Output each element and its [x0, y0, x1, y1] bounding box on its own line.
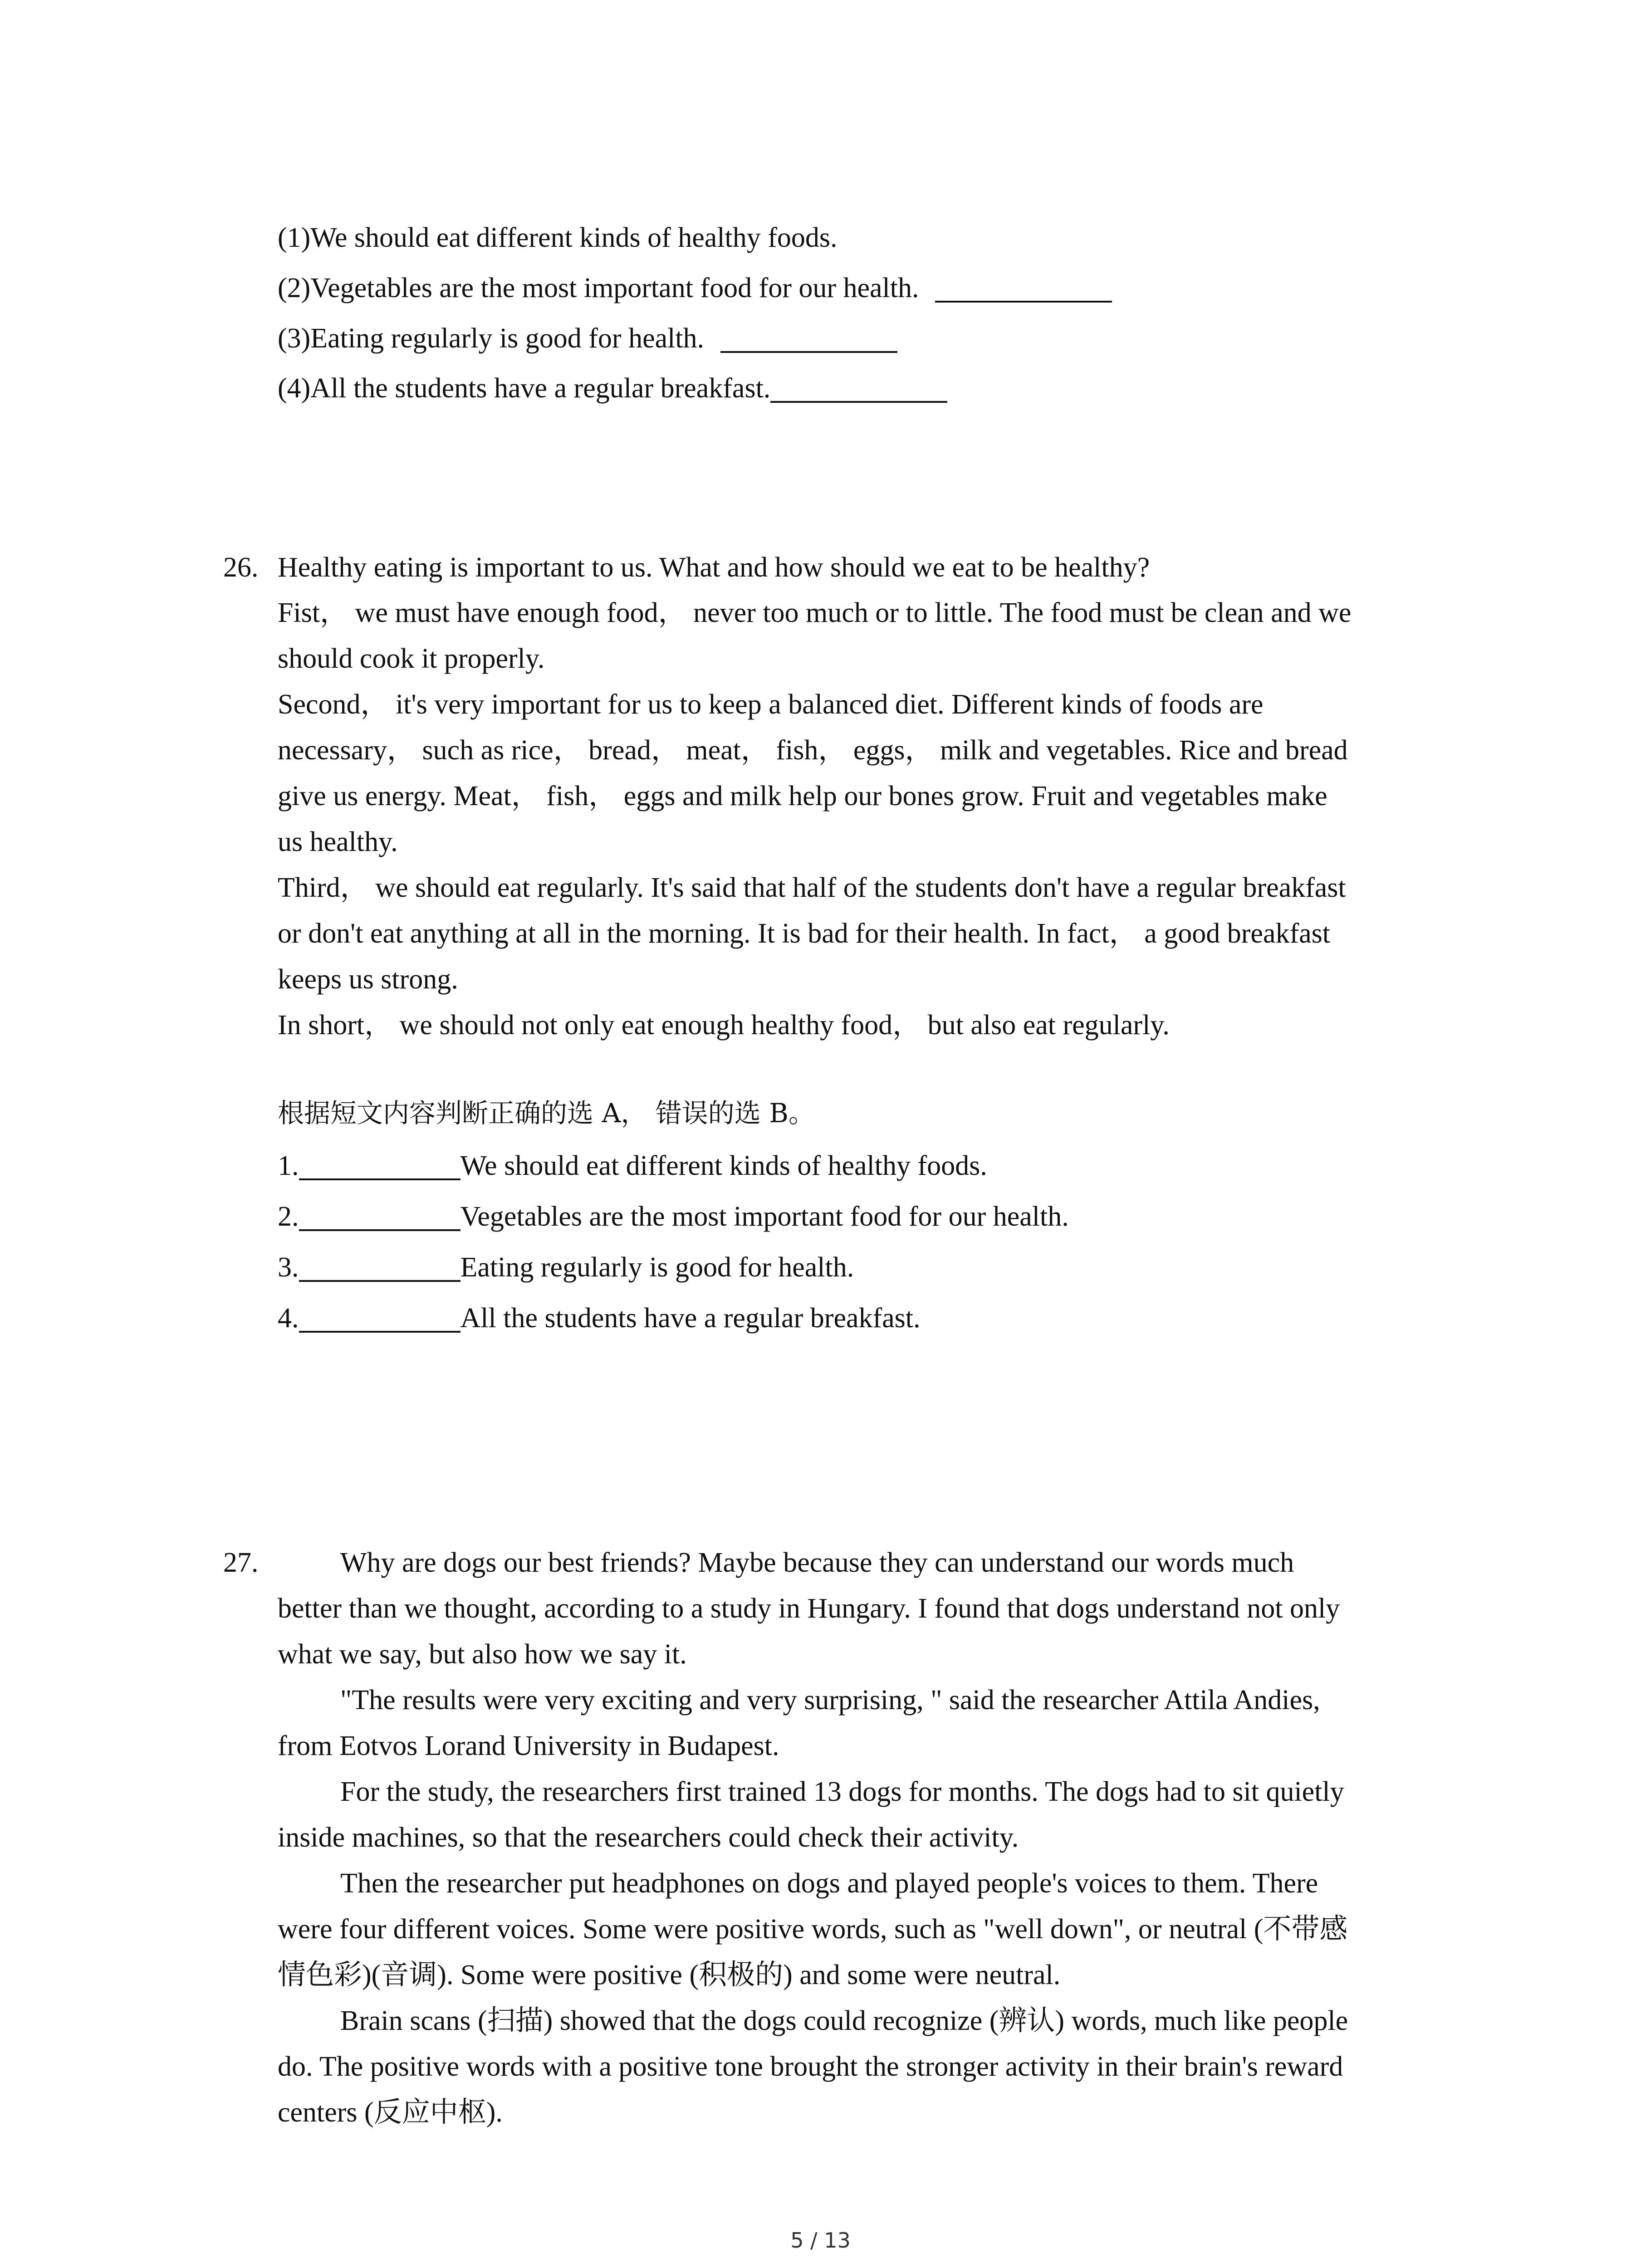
passage-line: Healthy eating is important to us. What and how should we eat to be healthy?	[278, 552, 1150, 583]
top-item-text: (3)Eating regularly is good for health.	[278, 323, 711, 354]
top-item-text: (2)Vegetables are the most important food for our health.	[278, 273, 926, 303]
passage-line: better than we thought, according to a study in Hungary. I found that dogs understand not only	[278, 1593, 1340, 1624]
tf-item-text: Eating regularly is good for health.	[460, 1252, 854, 1283]
passage-line: necessary， such as rice， bread， meat， fish， eggs， milk and vegetables. Rice and bread	[278, 735, 1348, 766]
tf-item-3	[278, 1245, 854, 1290]
top-item-4	[278, 366, 947, 411]
passage-line: us healthy.	[278, 826, 398, 857]
answer-blank[interactable]	[770, 401, 947, 403]
passage-line: give us energy. Meat， fish， eggs and milk help our bones grow. Fruit and vegetables make	[278, 781, 1327, 811]
answer-blank[interactable]	[299, 1280, 460, 1282]
passage-line: do. The positive words with a positive tone brought the stronger activity in their brain's reward	[278, 2051, 1343, 2082]
tf-item-number: 3.	[278, 1252, 299, 1283]
question-number: 26.	[223, 552, 259, 583]
passage-line: Fist， we must have enough food， never too much or to little. The food must be clean and we	[278, 597, 1352, 628]
passage-line: Then the researcher put headphones on dogs and played people's voices to them. There	[340, 1868, 1318, 1899]
instruction-text: 根据短文内容判断正确的选 A， 错误的选 B。	[278, 1098, 815, 1129]
top-item-3	[278, 316, 897, 361]
answer-blank[interactable]	[720, 351, 897, 353]
top-item-text: (1)We should eat different kinds of healthy foods.	[278, 222, 838, 253]
passage-line: keeps us strong.	[278, 964, 458, 995]
passage-line: Brain scans (扫描) showed that the dogs could recognize (辨认) words, much like people	[340, 2005, 1348, 2036]
tf-item-text: All the students have a regular breakfast.	[460, 1303, 921, 1334]
tf-item-1	[278, 1143, 987, 1188]
passage-line: 情色彩)(音调). Some were positive (积极的) and some were neutral.	[278, 1960, 1061, 1990]
passage-line: centers (反应中枢).	[278, 2097, 503, 2128]
tf-item-number: 2.	[278, 1201, 299, 1232]
passage-line: from Eotvos Lorand University in Budapest.	[278, 1730, 779, 1761]
passage-line: what we say, but also how we say it.	[278, 1639, 687, 1670]
passage-line: or don't eat anything at all in the morning. It is bad for their health. In fact， a good breakfast	[278, 918, 1330, 949]
tf-item-number: 1.	[278, 1150, 299, 1181]
answer-blank[interactable]	[299, 1331, 460, 1333]
top-item-text: (4)All the students have a regular breakfast.	[278, 373, 771, 404]
tf-item-4	[278, 1295, 921, 1341]
passage-line: "The results were very exciting and very surprising, " said the researcher Attila Andies,	[340, 1685, 1320, 1716]
answer-blank[interactable]	[299, 1178, 460, 1180]
passage-line: In short， we should not only eat enough healthy food， but also eat regularly.	[278, 1010, 1170, 1041]
passage-line: should cook it properly.	[278, 643, 545, 674]
passage-line: inside machines, so that the researchers could check their activity.	[278, 1822, 1019, 1853]
tf-item-2	[278, 1194, 1069, 1239]
top-item-2	[278, 265, 1112, 311]
tf-item-text: Vegetables are the most important food for our health.	[460, 1201, 1069, 1232]
passage-line: Second， it's very important for us to keep a balanced diet. Different kinds of foods are	[278, 689, 1264, 720]
answer-blank[interactable]	[935, 301, 1112, 303]
passage-line: Third， we should eat regularly. It's said that half of the students don't have a regular breakfast	[278, 872, 1346, 903]
question-number: 27.	[223, 1547, 259, 1578]
top-item-1	[278, 215, 838, 260]
answer-blank[interactable]	[299, 1229, 460, 1231]
passage-line: were four different voices. Some were positive words, such as "well down", or neutral (不带感	[278, 1914, 1348, 1945]
passage-line: For the study, the researchers first trained 13 dogs for months. The dogs had to sit quietly	[340, 1776, 1344, 1807]
passage-line: Why are dogs our best friends? Maybe because they can understand our words much	[340, 1547, 1294, 1578]
tf-item-number: 4.	[278, 1303, 299, 1334]
tf-item-text: We should eat different kinds of healthy foods.	[460, 1150, 987, 1181]
page-number: 5 / 13	[790, 2228, 851, 2253]
